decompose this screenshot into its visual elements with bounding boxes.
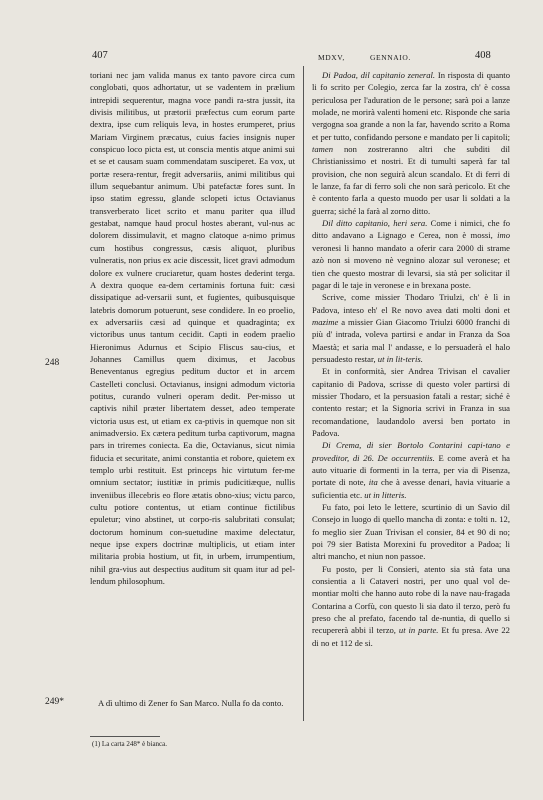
entry-heading: Di Padoa, dil capitanio zeneral.	[322, 70, 436, 80]
left-column	[90, 69, 295, 587]
paragraph-consieri: Fu posto, per li Consieri, atento sia stà fata una consientia a li Cataveri nostri, per uno qual vol de-montiar molti che hanno auto robe di la nave nau-fragada Contarina a Corfù, con questo li sia dato il terzo, però fu preso che al prefato, facendo tal de-nuntia, di quello si recupererà abbi il terzo, ut in parte. Et fu presa. Ave 22 di no et 112 de si.	[312, 563, 510, 648]
closing-entry: A dì ultimo di Zener fo San Marco. Nulla fo da conto.	[98, 698, 284, 708]
paragraph-trivisan: Et in conformità, sier Andrea Trivisan el cavalier capitanio di Padova, scrisse di questo voler partirsi di missier Thodaro, et la persuasion fatali a restar; siché è contento restar; et la Signoria scrivi in Franza in sua recomandatione, laudandolo aversi ben portato in Padova.	[312, 366, 510, 438]
latin-text-block: toriani nec jam valida manus ex tanto pavore circa cum conglobati, quos adhortatur, ut se vadentem in prælium intrepidi sequerentur, magna voce pandi ra-stra jussit, ita divisis militibus, ut prætorii præfectus cum eorum parte dextra, ipse cum reliquis leva, in hostes erumperet, prius Mariam Virginem præcatus, cuius facies insignis nuper conspicuo loco picta est, ut conscia mentis atque animi sui et se et causam suam commendatam susciperet. Ea vox, ut portæ resera-rentur, fregit adversariis, animi militibus qui illum sequebantur animum. Ubi patefactæ fores sunt. In ipso statim egressu, glande sclopeti ictus Octavianus transverberato licet scrito et manu pariter qua illud gestabat, namque haud procul hostes aberant, vul-nus ac dolorem dissimulavit, et magno clatoque a-nimo primus cum hostibus congressus, cæsis aliquot, pluribus vulneratis, non prius ex acie discessit, licet gravi admodum dolore ex vulnere cruciaretur, quam hostes dederint terga. A dextra quoque ea-dem certaminis fortuna fuit: cæsi dissipatique ad-versarii sunt, et fugientes, quibusquisque latebris domorum potuerunt, sese condidere. In eo proelio, ex adversariis cæsi ad quinque et quadraginta; ex victoribus unus tantum cecidit. Capti in eodem praelio Hieronimus Adurnus et Scipio Fliscus sau-cius, et Johannes Camillus quem diximus, et Jacobus Beneventanus egregius peditum ductor et in arcem Castelleti conclusi. Octavianus, insigni admodum victoria potitus, curando vulneri operam dedit. Per-misso ut captivis nihil præter libertatem desset, adeo temperate victoria usus est, ut etiam ex ca-ptivis in quemque non sit animadversio. Ex cætera peditum turba captivorum, magna pars in triremes coniecta. Ea die, Octavianus, sicut nimia fiducia et securitate, animi constantia et robore, quietem ex templo urbi restituit. Est princeps hic virtutum fer-me omnium sectator; iustitiæ in primis pudicitiæque, nullis inveniibus illecebris eo flore ætatis obno-xius; victu parco, cultu potiore contentus, ut etiam continue fictilibus epuletur; vino abstinet, ut corpo-ris salubritati consulat; doctorum hominum con-suetudine maxime delectatur, neque ipse expers doctrinæ multiplicis, ut etiam inter militaria probia hostium, ut fit, in urbem, irrumpentium, nihil gra-vius aut despectius auditum sit quam itur ad pel-lendum philosophum.	[90, 70, 295, 587]
header-year: MDXV,	[318, 53, 345, 62]
right-page-number: 408	[475, 50, 491, 61]
footnote: (1) La carta 248* è bianca.	[92, 740, 168, 748]
entry-heading: Di Crema, di sier Bortolo Contarini capi-tano e proveditor, di 26. De occurrentiis.	[312, 440, 510, 463]
left-page-number: 407	[92, 50, 108, 61]
column-divider	[303, 66, 304, 721]
header-month: GENNAIO.	[370, 53, 411, 62]
paragraph-scurtinio: Fu fato, poi leto le lettere, scurtinio di un Savio dil Consejo in luogo di quello mancha di zonta: e tolti n. 12, fo meglio sier Zuan Trivisan el consier, 84 et 90 di no; poi 79 sier Batista Morexini fu proveditor a Padoa; li altri mancho, et niun non passoe.	[312, 502, 510, 562]
footnote-rule	[90, 736, 160, 737]
entry-heading: Dil ditto capitanio, heri sera.	[322, 218, 428, 229]
margin-number-248: 248	[45, 358, 60, 368]
paragraph-capitanio: Dil ditto capitanio, heri sera. Come i nimici, che fo ditto andavano a Lignago e Cerea, non è mossi, imo veronesi li hanno mandato a oferir cara 2000 di strame azò non si moveno nè vegnino alozar sul veronese; et tien che questo mostrar di levarsi, sia stà per solicitar il pagar di le taje in veronese e in brexana poste.	[312, 218, 510, 290]
paragraph-padoa: Di Padoa, dil capitanio zeneral. In risposta di quanto li fo scrito per Colegio, zerca far la zostra, ch' è cossa periculosa per l'aduration de le persone; sarà poi a lanze molade, ne morirà valenti homeni etc. Risponde che saria vergogna soa grande a non la far, havendo scrito a Roma et per tutto, confidando persone e mandato per li capitoli; tamen non zostreranno altri che subditi dil Christianissimo et nostri. Et di tumulti saperà far tal provision, che non seguirà alcun scandalo. Et di ferri di le lanze, fa far di ferro soli che non sarà pericolo. Et che è contento farla a questo muodo per usar li soldati a la guerra; siché la farà al zorno ditto.	[312, 70, 510, 216]
right-column	[312, 69, 510, 649]
paragraph-crema: Di Crema, di sier Bortolo Contarini capi-tano e proveditor, di 26. De occurrentiis. E come averà et ha auto vituarie di formenti in la terra, per via di Pisenza, portate di note, ita che à avesse denari, havia vituarie a suficientia etc. ut in litteris.	[312, 440, 511, 500]
paragraph-triulzi: Scrive, come missier Thodaro Triulzi, ch' è lì in Padova, inteso eh' el Re novo avea dati molti doni et mazime a missier Gian Giacomo Triulzi 6000 franchi di più d' intrada, voleva partirsi e andar in Franza da Soa Maestà; et saria mal l' andasse, e lo persuaderà el halo persuadesto restar, ut in lit-teris.	[312, 292, 510, 364]
margin-number-249: 249*	[45, 697, 64, 707]
